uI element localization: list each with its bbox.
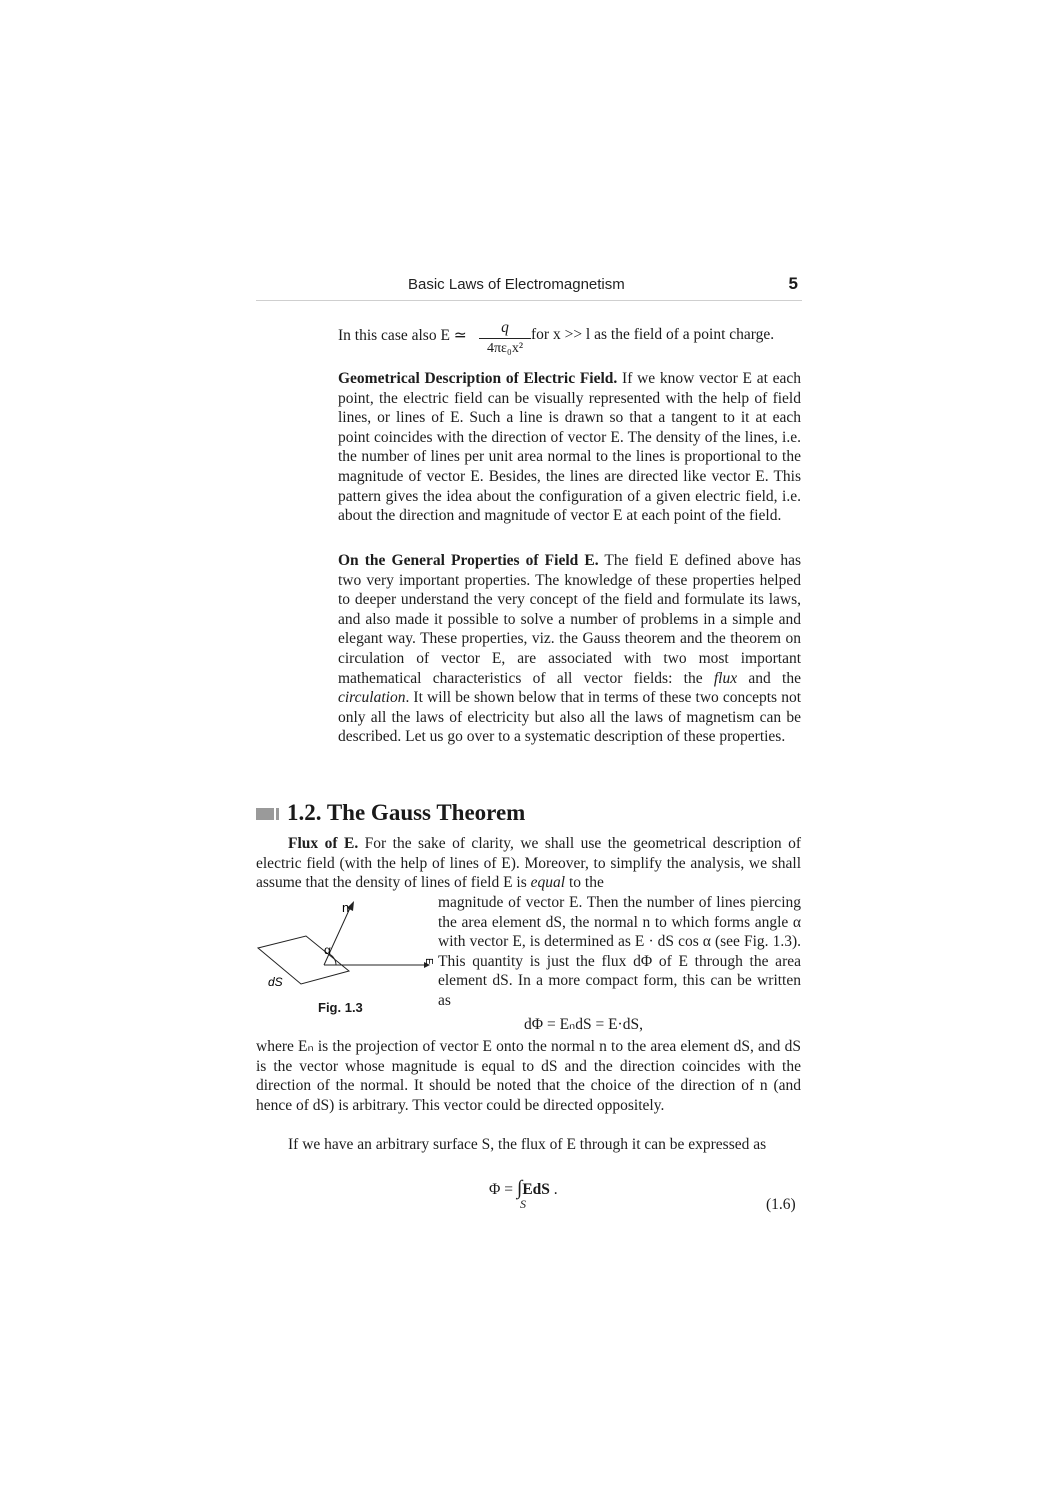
ds-label: dS: [268, 975, 283, 989]
general-properties-heading: On the General Properties of Field E.: [338, 552, 599, 569]
geometrical-body: If we know vector E at each point, the electric field can be visually represented with the help of field lines, or lines of E. Such a line is drawn so that a tangent to it at each point coincides with the direction of vector E. The density of the lines, i.e. the number of lines per unit area normal to the lines is proportional to the magnitude of vector E. Besides, the lines are directed like vector E. This pattern gives the idea about the configuration of a given electric field, i.e. about the direction and magnitude of vector E at each point of the field.: [338, 370, 801, 525]
flux-body-b: to the: [568, 874, 604, 892]
figure-caption: Fig. 1.3: [318, 1000, 363, 1015]
flux-wrap-paragraph: [438, 893, 801, 1011]
running-header: [256, 274, 802, 301]
phi-equation: [489, 1177, 609, 1217]
running-title: Basic Laws of Electromagnetism: [408, 276, 625, 293]
normal-label: n: [342, 900, 350, 915]
figure-1-3: [256, 896, 436, 1000]
dphi-equation: dΦ = EₙdS = E·dS,: [524, 1016, 643, 1033]
and-the: and the: [748, 669, 801, 687]
section-title: 1.2. The Gauss Theorem: [287, 800, 526, 825]
equal-term: equal: [530, 874, 566, 892]
fraction-numerator: q: [501, 319, 509, 336]
phi-lhs: Φ =: [489, 1181, 513, 1198]
general-properties-paragraph: [338, 551, 801, 747]
circulation-term: circulation: [338, 689, 406, 707]
flux-body-a: For the sake of clarity, we shall use the geometrical description of electric field (with the help of lines of E). Moreover, to simplify the analysis, we shall assume that the density of lines of field E is: [256, 835, 802, 892]
section-marker-bar: [276, 808, 279, 820]
integral-subscript: S: [520, 1197, 526, 1211]
integral-sign: ∫: [516, 1177, 523, 1199]
phi-dot: .: [553, 1181, 558, 1198]
fraction-denominator: 4πε₀x²: [486, 341, 524, 356]
geometrical-heading: Geometrical Description of Electric Field.: [338, 370, 618, 387]
flux-wrap-text: magnitude of vector E. Then the number of lines piercing the area element dS, the normal n to which forms angle α with vector E, is determined as E · dS cos α (see Fig. 1.3). This quantity is just the flux dΦ of E through the area element dS. In a more compact form, this can be written as: [438, 894, 801, 1009]
general-properties-body-2: . It will be shown below that in terms of these two concepts not only all the laws of electricity but also all the laws of magnetism can be described. Let us go over to a systematic description of these properties.: [338, 689, 801, 746]
flux-term: flux: [713, 669, 738, 687]
surface-paragraph: If we have an arbitrary surface S, the flux of E through it can be expressed as: [288, 1136, 767, 1153]
geometrical-paragraph: [338, 369, 801, 526]
page-number: 5: [788, 274, 798, 293]
where-paragraph: where Eₙ is the projection of vector E onto the normal n to the area element dS, and dS is the vector whose magnitude is equal to dS and the direction coincides with the direction of the normal. It should be noted that the choice of the direction of n (and hence of dS) is arbitrary. This vector could be directed oppositely.: [256, 1038, 801, 1114]
general-properties-body-1: The field E defined above has two very important properties. The knowledge of these properties helped to deeper understand the very concept of the field and formulate its laws, and also made it possible to solve a number of problems in a simple and elegant way. These properties, viz. the Gauss theorem and the theorem on circulation of vector E, are associated with two most important mathematical characteristics of all vector fields: the: [338, 552, 801, 687]
fraction: [479, 318, 531, 359]
section-marker: [256, 808, 274, 820]
intro-formula: [338, 318, 808, 362]
equation-number: (1.6): [766, 1196, 796, 1213]
intro-formula-tail: for x >> l as the field of a point charge.: [531, 326, 775, 343]
e-label: E: [423, 958, 434, 965]
intro-formula-lead: In this case also E ≃: [338, 327, 467, 344]
phi-integrand: EdS: [522, 1181, 550, 1198]
flux-heading: Flux of E.: [288, 835, 359, 852]
flux-paragraph: [256, 834, 801, 893]
alpha-label: α: [324, 943, 331, 957]
